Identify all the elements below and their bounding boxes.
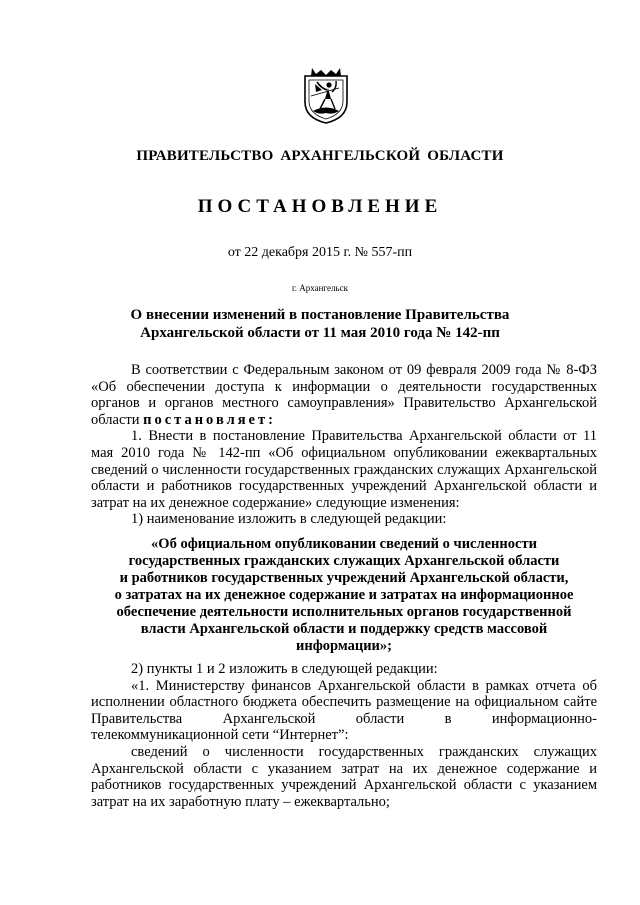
coat-of-arms-icon [303,66,349,124]
new-clause-1-paragraph: «1. Министерству финансов Архангельской области в рамках отчета об исполнении областного бюджета обеспечить размещение на официальном сайте Правительства Архангельской области в информационно-телекоммуникационной сети “Интернет”: [91,677,597,744]
new-title-block [91,536,597,655]
preamble-text: В соответствии с Федеральным законом от 09 февраля 2009 года № 8-ФЗ «Об обеспечении доступа к информации о деятельности государственных органов и органов местного самоуправления» Правительство Архангельской области [91,362,597,428]
new-title-line: государственных гражданских служащих Архангельской области [128,552,560,569]
document-title: ПОСТАНОВЛЕНИЕ [197,196,443,217]
clause-1-paragraph: 1. Внести в постановление Правительства Архангельской области от 11 мая 2010 года № 142-пп «Об официальном опубликовании ежеквартальных сведений о численности государственных гражданских служащих Архангельской области и работников государственных учреждений Архангельской области и затрат на их денежное содержание» следующие изменения: [91,428,597,511]
new-title-line: и работников государственных учреждений Архангельской области, [119,569,569,586]
resolves-word: постановляет: [143,411,276,428]
document-subject [0,306,640,342]
organization-name: ПРАВИТЕЛЬСТВО АРХАНГЕЛЬСКОЙ ОБЛАСТИ [136,148,504,164]
document-body [91,362,597,810]
new-title-line: «Об официальном опубликовании сведений о численности [151,535,537,552]
new-title-line: обеспечение деятельности исполнительных органов государственной [116,603,572,620]
new-title-line: о затратах на их денежное содержание и затратах на информационное [114,586,574,603]
document-date-number: от 22 декабря 2015 г. № 557-пп [227,245,413,260]
document-city: г. Архангельск [292,283,348,293]
subject-line: О внесении изменений в постановление Правительства [130,307,510,323]
new-clause-1-item-paragraph: сведений о численности государственных гражданских служащих Архангельской области с указанием затрат на их денежное содержание и работников государственных учреждений Архангельской области с указанием затрат на их заработную плату – ежеквартально; [91,743,597,810]
subclause-1-paragraph: 1) наименование изложить в следующей редакции: [131,511,447,528]
subject-line: Архангельской области от 11 мая 2010 года № 142-пп [140,325,500,341]
new-title-line: власти Архангельской области и поддержку средств массовой [140,620,548,637]
subclause-2-paragraph: 2) пункты 1 и 2 изложить в следующей редакции: [131,660,438,677]
new-title-line: информации»; [295,637,392,654]
preamble-paragraph [91,362,597,428]
